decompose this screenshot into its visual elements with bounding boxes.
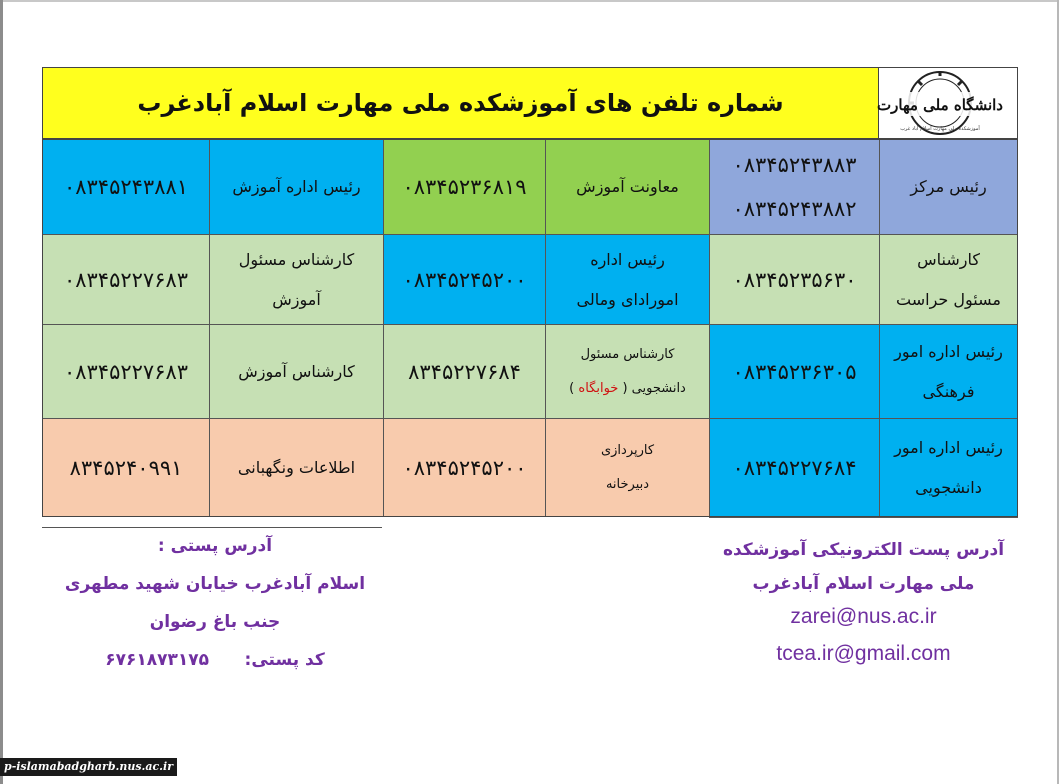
email-heading-1: آدرس پست الکترونیکی آموزشکده [722,540,1005,560]
table-cell [210,419,384,516]
postal-line1: اسلام آبادغرب خیابان شهید مطهری [64,574,366,594]
role-label: کارشناس آموزش [238,361,355,381]
window-left-edge [0,0,3,784]
email-heading-2: ملی مهارت اسلام آبادغرب [752,574,975,594]
table-cell [210,140,384,235]
header-banner [42,67,1018,139]
phone-number: ۰۸۳۴۵۲۴۳۸۸۳ [732,153,857,177]
university-logo [877,70,1003,136]
table-cell [546,325,710,419]
postal-code-row [50,650,380,670]
divider-left [42,527,382,528]
table-cell [384,325,546,419]
dormitory-highlight: خوابگاه [578,380,619,396]
window-top-edge [0,0,1059,2]
table-cell [880,140,1017,235]
table-cell [210,235,384,325]
role-label: دبیرخانه [605,476,650,492]
table-cell [710,140,880,235]
phone-number: ۸۳۴۵۲۲۷۶۸۴ [408,359,521,384]
logo-panel [878,68,1017,138]
role-label: امورادای ومالی [576,289,679,309]
role-label-part: دانشجویی ( [618,380,686,396]
postal-code-value: ۶۷۶۱۸۷۳۱۷۵ [105,650,209,670]
table-cell [710,235,880,325]
email-address-2[interactable]: tcea.ir@gmail.com [776,642,951,665]
phone-number: ۰۸۳۴۵۲۲۷۶۸۳ [63,359,189,384]
table-cell [384,140,546,235]
table-cell [546,235,710,325]
site-watermark: p-islamabadgharb.nus.ac.ir [0,758,177,776]
role-label: اطلاعات ونگهبانی [237,457,356,477]
role-label: کارشناس مسئول [238,249,355,269]
email-address-1[interactable]: zarei@nus.ac.ir [790,605,937,628]
svg-text:آموزشکده ملی مهارت اسلام آباد: آموزشکده ملی مهارت اسلام آباد غرب [900,126,980,132]
role-label-part: ) [569,380,579,396]
table-cell [43,325,210,419]
role-label: دانشجویی [915,477,982,497]
phone-number: ۰۸۳۴۵۲۳۶۸۱۹ [402,175,527,199]
role-label: رئیس اداره امور [894,437,1003,457]
phone-number: ۰۸۳۴۵۲۴۳۸۸۱ [63,175,189,199]
phone-number: ۰۸۳۴۵۲۳۵۶۳۰ [732,267,857,292]
page-title: شماره تلفن های آموزشکده ملی مهارت اسلام آبادغرب [137,89,784,117]
table-cell [710,325,880,419]
table-cell [546,140,710,235]
role-label: رئیس اداره امور [894,341,1003,361]
role-label: فرهنگی [922,381,975,401]
role-label: معاونت آموزش [576,177,679,196]
postal-code-label: کد پستی: [244,650,325,670]
phone-directory-table [42,139,1018,517]
role-label: کارپردازی [600,442,655,458]
phone-number: ۸۳۴۵۲۴۰۹۹۱ [69,455,183,480]
table-cell [210,325,384,419]
table-cell [880,419,1017,516]
phone-number: ۰۸۳۴۵۲۲۷۶۸۴ [732,455,857,480]
table-cell [43,140,210,235]
phone-number: ۰۸۳۴۵۲۴۵۲۰۰ [402,267,527,292]
divider-right [709,517,1018,518]
role-label: آموزش [272,289,321,309]
postal-heading: آدرس پستی : [157,536,273,556]
table-cell [384,235,546,325]
phone-number: ۰۸۳۴۵۲۳۶۳۰۵ [732,359,857,384]
svg-text:دانشگاه ملی مهارت: دانشگاه ملی مهارت [877,96,1003,114]
role-label: رئیس اداره [590,249,665,269]
table-cell [546,419,710,516]
phone-number: ۰۸۳۴۵۲۴۵۲۰۰ [402,455,527,480]
role-label: مسئول حراست [896,289,1001,309]
role-label: کارشناس [917,249,980,269]
phone-number: ۰۸۳۴۵۲۴۳۸۸۲ [732,197,857,221]
role-label: رئیس مرکز [910,177,987,196]
role-label: رئیس اداره آموزش [232,177,361,196]
phone-number: ۰۸۳۴۵۲۲۷۶۸۳ [63,267,189,292]
postal-line2: جنب باغ رضوان [149,612,281,632]
role-label [569,372,686,406]
table-cell [384,419,546,516]
table-cell [43,235,210,325]
table-cell [710,419,880,516]
table-cell [880,235,1017,325]
table-cell [43,419,210,516]
role-label: کارشناس مسئول [580,346,675,362]
table-cell [880,325,1017,419]
